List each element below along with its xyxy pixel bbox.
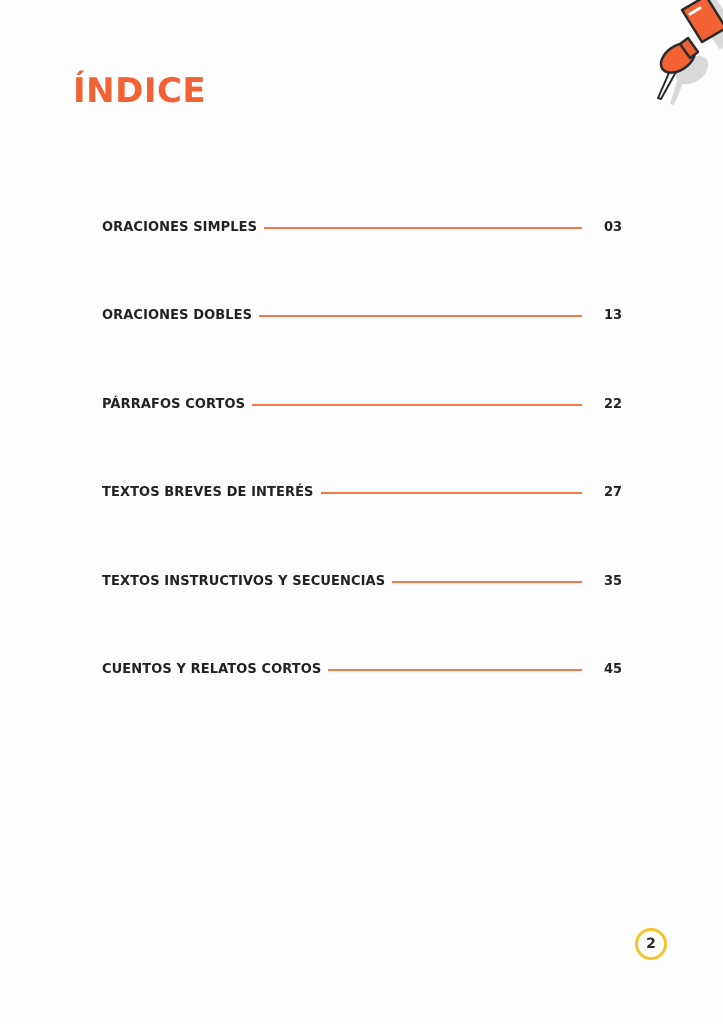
toc-entry-page: 27	[604, 484, 623, 500]
page-number-badge	[635, 928, 667, 960]
page-title: ÍNDICE	[73, 71, 207, 111]
toc-entry-page: 35	[604, 573, 623, 589]
toc-entry-label: TEXTOS INSTRUCTIVOS Y SECUENCIAS	[102, 573, 386, 589]
toc-entry[interactable]	[102, 392, 622, 416]
toc-entry-page: 22	[604, 396, 623, 412]
table-of-contents	[102, 0, 622, 700]
toc-entry-label: ORACIONES DOBLES	[102, 307, 253, 323]
toc-entry[interactable]	[102, 215, 622, 239]
page-number: 2	[646, 936, 656, 952]
toc-entry[interactable]	[102, 569, 622, 593]
pushpin-icon	[640, 0, 723, 112]
toc-entry-label: TEXTOS BREVES DE INTERÉS	[102, 484, 314, 500]
toc-entry-page: 45	[604, 661, 623, 677]
toc-entry-label: CUENTOS Y RELATOS CORTOS	[102, 661, 322, 677]
toc-leader-line	[321, 492, 582, 494]
toc-entry[interactable]	[102, 480, 622, 504]
toc-entry-page: 03	[604, 219, 623, 235]
toc-entry[interactable]	[102, 303, 622, 327]
toc-entry-label: PÁRRAFOS CORTOS	[102, 396, 246, 412]
toc-entry-page: 13	[604, 307, 623, 323]
toc-leader-line	[259, 315, 582, 317]
toc-entry-label: ORACIONES SIMPLES	[102, 219, 258, 235]
toc-leader-line	[264, 227, 582, 229]
toc-entry[interactable]	[102, 657, 622, 681]
toc-leader-line	[252, 404, 582, 406]
toc-leader-line	[328, 669, 582, 671]
toc-leader-line	[392, 581, 582, 583]
